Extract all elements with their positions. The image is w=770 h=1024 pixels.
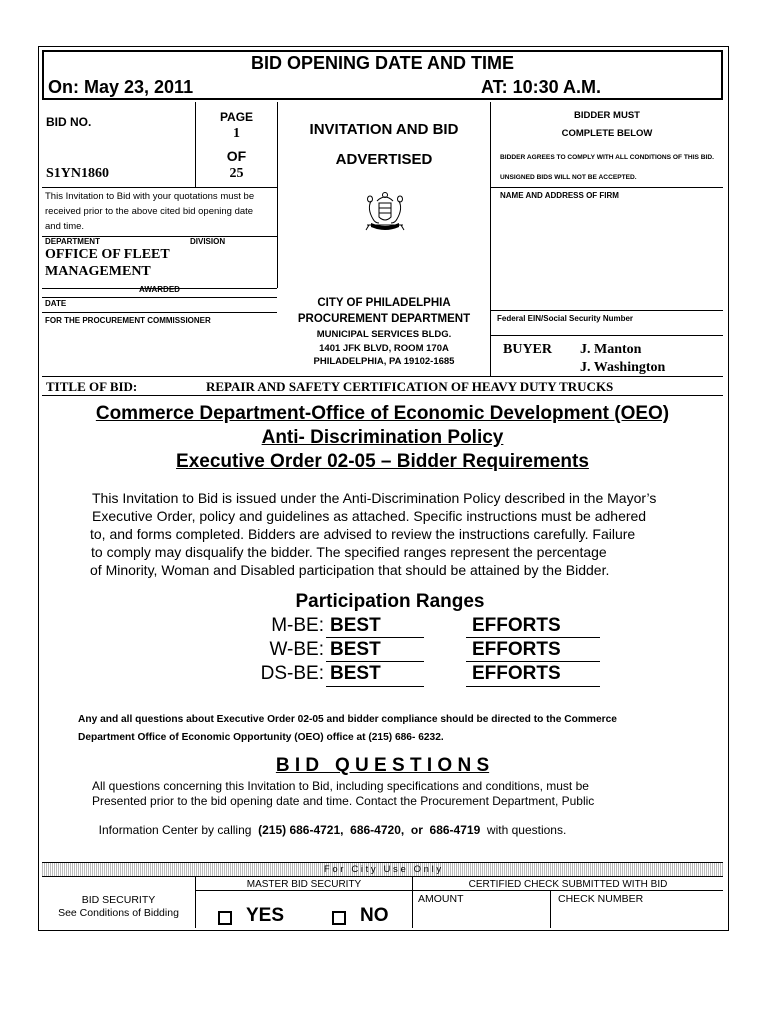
ein-label: Federal EIN/Social Security Number [497,314,634,323]
bidder-agrees: BIDDER AGREES TO COMPLY WITH ALL CONDITIONS OF THIS BID. [500,154,714,161]
complete-below: COMPLETE BELOW [561,128,653,139]
bid-questions-line2: Presented prior to the bid opening date and time. Contact the Procurement Department, Public [92,794,595,808]
contact-suffix: with questions. [480,823,567,837]
range-min-mbe: BEST [330,615,381,636]
buyer-name-1: J. Manton [580,342,642,357]
page-total: 25 [229,166,244,181]
yes-checkbox[interactable] [218,911,232,925]
name-address-label: NAME AND ADDRESS OF FIRM [500,191,619,200]
paragraph-line: of Minority, Woman and Disabled participation that should be attained by the Bidder. [90,562,610,578]
paragraph-line: This Invitation to Bid is issued under the Anti-Discrimination Policy described in the Mayor’s [92,490,657,506]
certified-check-label: CERTIFIED CHECK SUBMITTED WITH BID [468,879,668,890]
range-label-wbe: W-BE: [269,639,324,660]
city-use-title: F o r C i t y U s e O n l y [323,864,442,875]
awarded-label: AWARDED [139,285,180,294]
department-line2: MANAGEMENT [45,264,151,279]
contact-phones: (215) 686-4721, 686-4720, or 686-4719 [258,823,481,837]
see-conditions-label: See Conditions of Bidding [58,907,179,919]
bid-no-label: BID NO. [46,115,92,129]
department-line1: OFFICE OF FLEET [45,247,170,262]
no-label: NO [360,905,389,926]
title-of-bid-label: TITLE OF BID: [46,379,138,394]
oeo-paragraph [92,489,722,579]
header-date: On: May 23, 2011 [48,77,194,97]
no-checkbox[interactable] [332,911,346,925]
range-max-mbe: EFFORTS [472,615,561,636]
bid-no-value: S1YN1860 [46,166,110,181]
procurement-department: PROCUREMENT DEPARTMENT [297,313,471,325]
range-min-dsbe: BEST [330,663,381,684]
contact-prefix: Information Center by calling [98,823,259,837]
range-max-dsbe: EFFORTS [472,663,561,684]
commissioner-label: FOR THE PROCUREMENT COMMISSIONER [45,316,211,325]
page-number: 1 [233,126,240,141]
oeo-heading-1: Commerce Department-Office of Economic Development (OEO) [95,403,670,424]
paragraph-line: Executive Order, policy and guidelines as attached. Specific instructions must be adhered [92,508,647,524]
range-label-mbe: M-BE: [271,615,324,636]
bid-instructions: This Invitation to Bid with your quotations must be received prior to the above cited bid opening date and time. [45,191,255,232]
header-time: AT: 10:30 A.M. [481,77,602,97]
date-label: DATE [45,299,67,308]
city-name: CITY OF PHILADELPHIA [317,297,451,309]
check-number-label: CHECK NUMBER [558,893,644,905]
city-state-zip: PHILADELPHIA, PA 19102-1685 [313,356,455,367]
amount-label: AMOUNT [418,893,464,905]
city-seal-icon [357,189,413,237]
oeo-heading-3: Executive Order 02-05 – Bidder Requirements [176,451,589,472]
master-bid-security-label: MASTER BID SECURITY [246,879,362,890]
oeo-contact-line1: Any and all questions about Executive Order 02-05 and bidder compliance should be directed to the Commerce [78,714,617,725]
department-label: DEPARTMENT [45,237,100,246]
division-label: DIVISION [190,237,226,246]
bid-questions-title: B I D Q U E S T I O N S [275,755,490,776]
yes-label: YES [246,905,285,926]
invitation-line2: ADVERTISED [335,151,433,168]
range-max-wbe: EFFORTS [472,639,561,660]
header-title: BID OPENING DATE AND TIME [250,53,514,73]
title-of-bid-value: REPAIR AND SAFETY CERTIFICATION OF HEAVY DUTY TRUCKS [206,379,614,394]
paragraph-line: to comply may disqualify the bidder. The specified ranges represent the percentage [91,544,607,560]
bid-security-label: BID SECURITY [81,894,156,906]
bidder-must: BIDDER MUST [574,110,640,121]
range-min-wbe: BEST [330,639,381,660]
bid-questions-line1: All questions concerning this Invitation to Bid, including specifications and conditions, must be [92,779,589,793]
bid-questions-line3 [92,809,566,837]
municipal-bldg: MUNICIPAL SERVICES BLDG. [316,329,452,340]
invitation-line1: INVITATION AND BID [309,121,459,138]
buyer-name-2: J. Washington [580,360,666,375]
paragraph-line: to, and forms completed. Bidders are advised to review the instructions carefully. Failure [90,526,636,542]
unsigned-bids: UNSIGNED BIDS WILL NOT BE ACCEPTED. [500,174,637,181]
range-label-dsbe: DS-BE: [260,663,324,684]
of-label: OF [226,148,247,164]
participation-ranges-title: Participation Ranges [295,591,485,612]
oeo-contact-line2: Department Office of Economic Opportunity (OEO) office at (215) 686- 6232. [78,732,444,743]
address-line: 1401 JFK BLVD, ROOM 170A [319,343,449,354]
oeo-heading-2: Anti- Discrimination Policy [261,427,504,448]
buyer-label: BUYER [503,342,553,357]
page-label: PAGE [219,110,254,124]
